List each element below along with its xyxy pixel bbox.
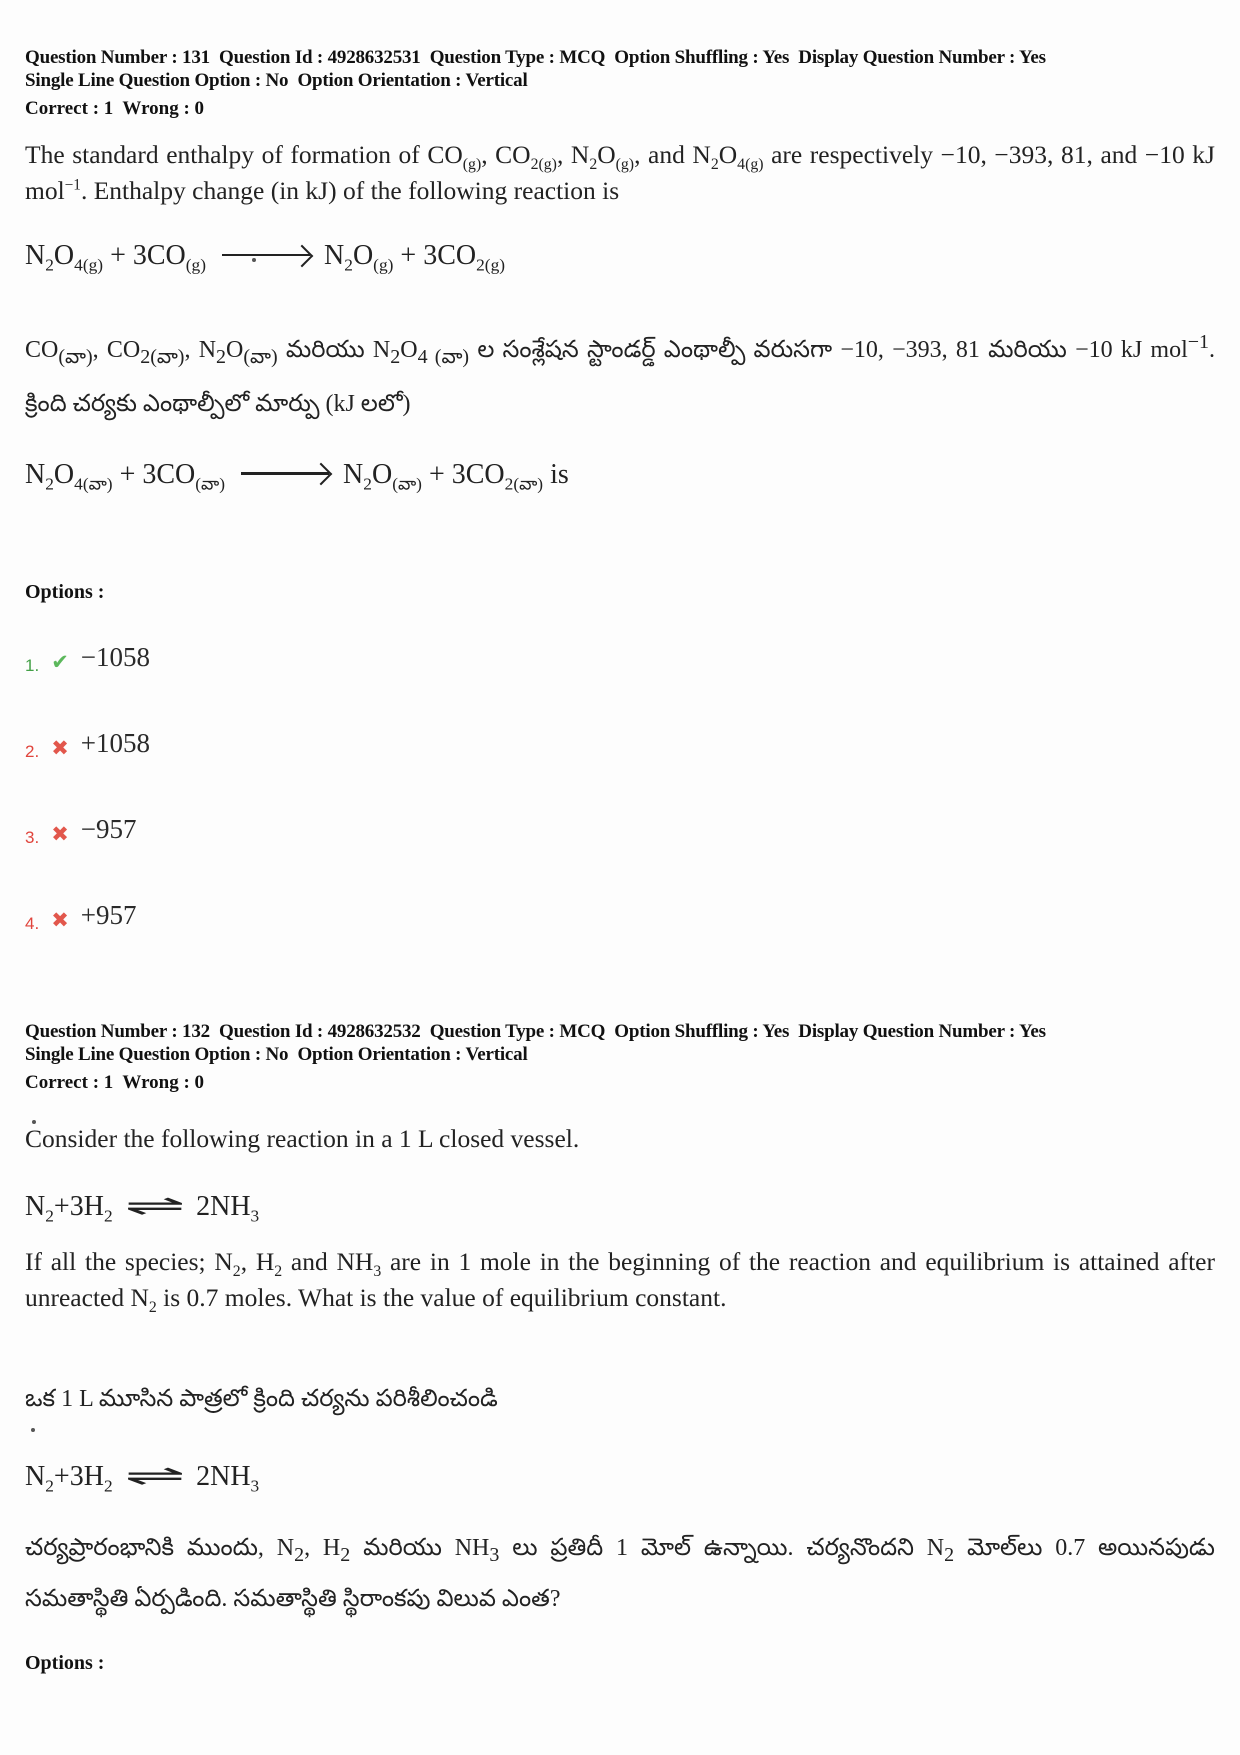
options-label: Options : xyxy=(25,1651,105,1674)
option-value: −1058 xyxy=(80,641,151,672)
option-number: 1. xyxy=(25,655,40,675)
option-value: −957 xyxy=(80,813,137,844)
option-row-1 xyxy=(25,642,1215,690)
option-number: 3. xyxy=(25,827,40,847)
reaction-equation-english: $N_2O_{4(g)} + 3CO_{(g)}$ $N_2O_{(g)} + 3CO_{2(g)}$ xyxy=(25,240,506,275)
scan-artifact-dot xyxy=(31,1428,35,1432)
question-score-line: Correct : 1 Wrong : 0 xyxy=(25,98,205,119)
question-meta-line-1: Question Number : 131 Question Id : 4928632531 Question Type : MCQ Option Shuffling : Yes Display Question Number : Yes xyxy=(25,47,1046,68)
question-text-english: The standard enthalpy of formation of $CO_{(g)}$, $CO_{2(g)}$, $N_2O_{(g)}$, and $N_2O_{4(g)}$ are respectively −10, −393, 81, and −10 kJ mol$^{-1}$. Enthalpy change (in kJ) of the following reaction is xyxy=(25,140,1215,205)
question-text-telugu: ఒక 1 L మూసిన పాత్రలో క్రింది చర్యను పరిశీలించండి xyxy=(25,1385,498,1412)
scan-artifact-dot xyxy=(252,258,256,262)
equilibrium-equation-telugu: $N_2+3H_2$ ⇌ $2NH_3$ xyxy=(25,1458,260,1496)
correct-check-icon: ✔ xyxy=(51,649,69,674)
question-text-english: Consider the following reaction in a 1 L closed vessel. xyxy=(25,1123,580,1153)
equilibrium-equation-english: $N_2+3H_2$ ⇌ $2NH_3$ xyxy=(25,1188,260,1226)
question-meta-line-2: Single Line Question Option : No Option Orientation : Vertical xyxy=(25,1043,528,1065)
question-paragraph-telugu: చర్యప్రారంభానికి ముందు, $N_2$, $H_2$ మరియు $NH_3$ లు ప్రతిదీ 1 మోల్ ఉన్నాయి. చర్యనొందని $N_2$ మోల్‌లు 0.7 అయినపుడు సమతాస్థితి ఏర్పడింది. సమతాస్థితి స్థిరాంకపు విలువ ఎంత? xyxy=(25,1534,1215,1612)
question-paragraph-english: If all the species; $N_2$, $H_2$ and $NH_3$ are in 1 mole in the beginning of the reaction and equilibrium is attained after unreacted $N_2$ is 0.7 moles. What is the value of equilibrium constant. xyxy=(25,1246,1215,1316)
question-meta-line-2: Single Line Question Option : No Option Orientation : Vertical xyxy=(25,70,528,91)
wrong-cross-icon: ✖ xyxy=(51,821,69,846)
wrong-cross-icon: ✖ xyxy=(51,907,69,932)
option-value: +957 xyxy=(80,899,137,930)
option-value: +1058 xyxy=(80,727,151,758)
option-number: 2. xyxy=(25,741,40,761)
option-number: 4. xyxy=(25,913,40,933)
scan-artifact-dot xyxy=(32,1120,36,1124)
option-row-2 xyxy=(25,728,1215,776)
question-131-block xyxy=(25,46,1215,948)
question-132-block xyxy=(25,1020,1215,1675)
question-text-telugu: $CO_{(వా)}$, $CO_{2(వా)}$, $N_2O_{(వా)}$ మరియు $N_2O_{4 (వా)}$ ల సంశ్లేషన స్టాండర్డ్ ఎంథాల్పీ వరుసగా −10, −393, 81 మరియు −10 kJ mol$^{-1}$. క్రింది చర్యకు ఎంథాల్పీలో మార్పు (kJ లలో) xyxy=(25,331,1216,417)
question-score-line: Correct : 1 Wrong : 0 xyxy=(25,1071,205,1093)
question-meta-line-1: Question Number : 132 Question Id : 4928632532 Question Type : MCQ Option Shuffling : Yes Display Question Number : Yes xyxy=(25,1020,1046,1042)
option-row-4 xyxy=(25,900,1215,948)
reaction-equation-telugu: $N_2O_{4(వా)} + 3CO_{(వా)}$ $N_2O_{(వా)} + 3CO_{2(వా)}$ is xyxy=(25,458,569,494)
wrong-cross-icon: ✖ xyxy=(51,735,69,760)
options-label: Options : xyxy=(25,580,105,603)
option-row-3 xyxy=(25,814,1215,862)
